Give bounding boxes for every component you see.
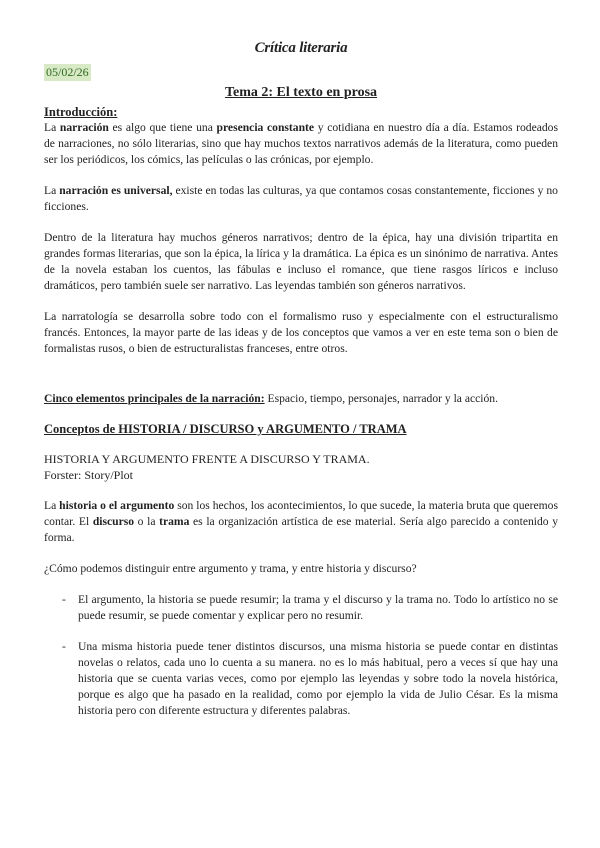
document-page [44, 40, 558, 734]
five-elements-line: Cinco elementos principales de la narración: Espacio, tiempo, personajes, narrador y la acción. [44, 392, 498, 405]
concepts-subtitle: HISTORIA Y ARGUMENTO FRENTE A DISCURSO Y TRAMA. [44, 452, 370, 466]
date-badge: 05/02/26 [46, 65, 89, 79]
topic-heading: Tema 2: El texto en prosa [224, 85, 378, 100]
intro-paragraph-4: La narratología se desarrolla sobre todo con el formalismo ruso y especialmente con el estructuralismo francés. Entonces, la mayor parte de las ideas y de los conceptos que vamos a ver en este tema son o bien de formalistas rusos, o bien de estructuralistas franceses, entre otros. [44, 310, 558, 355]
concepts-list [44, 592, 558, 719]
forster-note: Forster: Story/Plot [44, 468, 134, 482]
list-item: - El argumento, la historia se puede resumir; la trama y el discurso y la trama no. Todo lo artístico no se puede resumir, se puede comentar y explicar pero no resumir. [44, 592, 558, 624]
document-title: Crítica literaria [254, 40, 348, 56]
intro-paragraph-2: La narración es universal, existe en todas las culturas, ya que contamos cosas constantemente, ficciones y no ficciones. [44, 184, 558, 213]
concepts-heading: Conceptos de HISTORIA / DISCURSO y ARGUMENTO / TRAMA [44, 422, 407, 436]
concepts-paragraph: La historia o el argumento son los hechos, los acontecimientos, lo que sucede, la materia bruta que queremos contar. El discurso o la trama es la organización artística de ese material. Sería algo parecido a contenido y forma. [44, 499, 559, 544]
intro-paragraph-1: La narración es algo que tiene una presencia constante y cotidiana en nuestro día a día. Estamos rodeados de narraciones, no sólo literarias, sino que hay muchos textos narrativos además de la literatura, como pueden ser los periódicos, los cómics, las películas o las crónicas, por ejemplo. [44, 121, 558, 166]
intro-heading: Introducción: [44, 105, 118, 119]
list-item: - Una misma historia puede tener distintos discursos, una misma historia se puede contar en distintas novelas o relatos, cada uno lo cuenta a su manera. no es lo más habitual, pero a veces sí que hay una historia que se cuenta varias veces, como por ejemplo las leyendas y sobre todo la novela histórica, porque es algo que ha pasado en la realidad, como por ejemplo la vida de Julio César. Es la misma historia pero con diferente estructura y diferentes palabras. [44, 639, 558, 719]
concepts-question: ¿Cómo podemos distinguir entre argumento y trama, y entre historia y discurso? [44, 562, 417, 575]
intro-paragraph-3: Dentro de la literatura hay muchos géneros narrativos; dentro de la épica, hay una división tripartita en grandes formas literarias, que son la épica, la lírica y la dramática. La épica es un sinónimo de narrativa. Antes de la novela estaban los cuentos, las fábulas e incluso el romance, que tiene rasgos líricos e incluso dramáticos, pero también suele ser narrativo. Las leyendas también son géneros narrativos. [44, 231, 558, 292]
